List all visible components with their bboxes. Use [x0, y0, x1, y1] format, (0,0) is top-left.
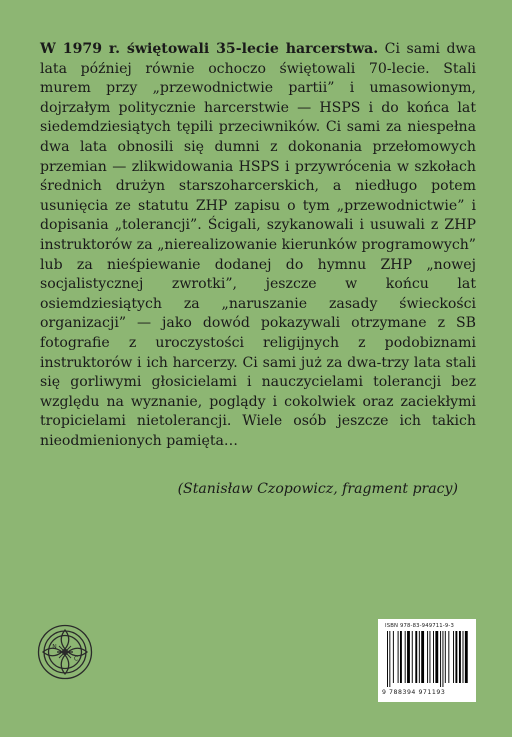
barcode-block: [378, 619, 476, 702]
barcode-bar: [427, 631, 428, 683]
barcode-bar: [400, 631, 402, 683]
blurb-paragraph: [40, 40, 476, 451]
blurb-body: Ci sami dwa lata później równie ochoczo świętowali 70-lecie. Stali murem przy „przewodnictwie partii” i umasowionym, dojrzałym politycznie harcerstwie — HSPS i do końca lat siedemdziesiątych tępili przeciwników. Ci sami za niespełna dwa lata obnosili się dumni z dokonania przełomowych przemian — zlikwidowania HSPS i przywrócenia w szkołach średnich drużyn starszoharcerskich, a niedługo potem usunięcia ze statutu ZHP zapisu o tym „przewodnictwie” i dopisania „tolerancji”. Ścigali, szykanowali i usuwali z ZHP instruktorów za „nierealizowanie kierunków programowych” lub za nieśpiewanie dodanej do hymnu ZHP „nowej socjalistycznej zwrotki”, jeszcze w końcu lat osiemdziesiątych za „naruszanie zasady świeckości organizacji” — jako dowód pokazywali otrzymane z SB fotografie z uroczystości religijnych z podobiznami instruktorów i ich harcerzy. Ci sami już za dwa-trzy lata stali się gorliwymi głosicielami i nauczycielami tolerancji bez względu na wyznanie, poglądy i cokolwiek oraz zaciekłymi tropicielami nietolerancji. Wiele osób jeszcze ich takich nieodmienionych pamięta…: [40, 41, 476, 449]
barcode-bar: [433, 631, 434, 683]
barcode-bar: [465, 631, 468, 683]
barcode-bar: [415, 631, 417, 683]
barcode-bar: [440, 631, 441, 687]
barcode-bar: [429, 631, 430, 683]
barcode-bar: [398, 631, 399, 683]
barcode-bar: [445, 631, 446, 683]
isbn-text: ISBN 978-83-949711-9-3: [385, 623, 454, 629]
ean-number: 9 788394 971193: [382, 689, 446, 696]
barcode-bar: [421, 631, 424, 683]
barcode-bar: [453, 631, 454, 683]
barcode-bar: [393, 631, 394, 683]
source-attribution: (Stanisław Czopowicz, fragment pracy): [177, 481, 458, 497]
barcode-bar: [435, 631, 438, 683]
barcode-bar: [459, 631, 461, 683]
barcode-bar: [463, 631, 464, 683]
emblem-letter-c: C: [73, 655, 79, 663]
barcode-bar: [448, 631, 449, 683]
barcode-bar: [387, 631, 388, 687]
barcode-bar: [405, 631, 406, 683]
barcode-bar: [455, 631, 457, 683]
barcode-bar: [419, 631, 420, 683]
barcode-bar: [407, 631, 410, 683]
scout-lily-emblem-icon: [37, 624, 93, 680]
barcode-bar: [389, 631, 390, 687]
barcode-bars: [384, 631, 470, 688]
barcode-bar: [412, 631, 413, 683]
emblem-letter-n: N: [52, 643, 57, 651]
barcode-bar: [442, 631, 443, 687]
blurb-lead: W 1979 r. świętowali 35-lecie harcerstwa.: [40, 41, 379, 57]
